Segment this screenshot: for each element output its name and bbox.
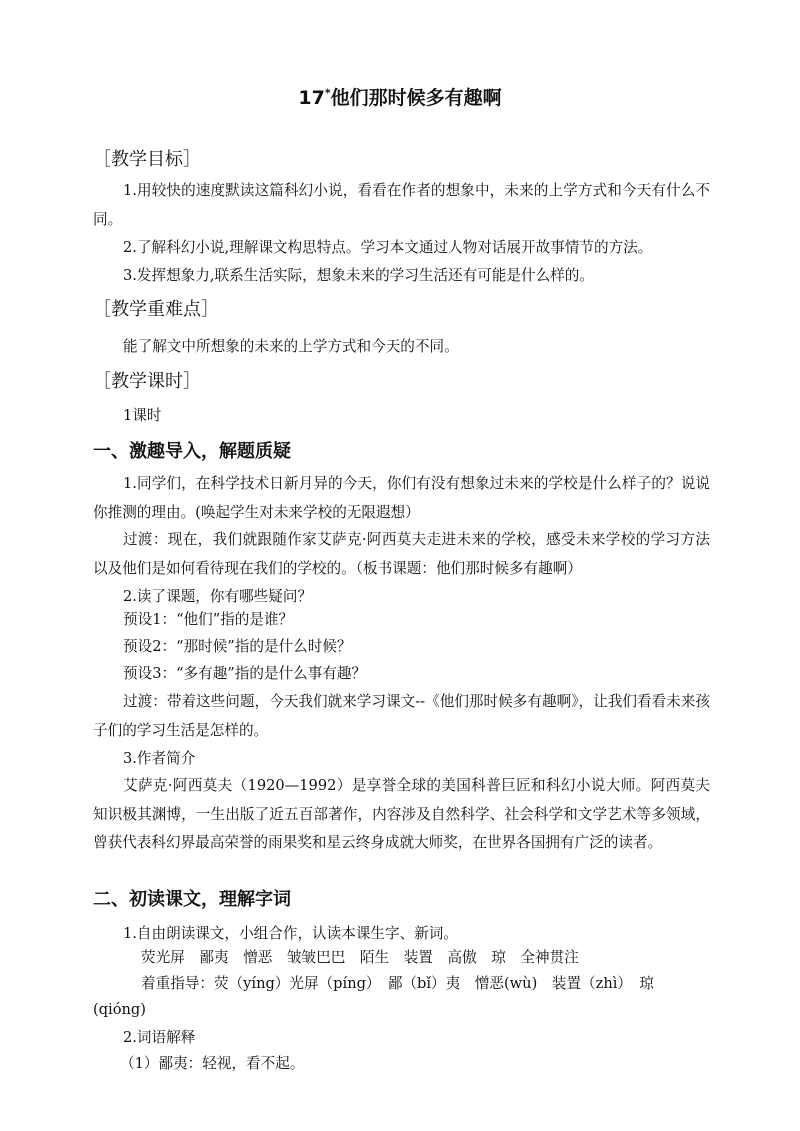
lesson-number: 17 — [298, 87, 325, 109]
author-heading: 3.作者简介 — [123, 750, 196, 767]
key-points-heading: ［教学重难点］ — [93, 299, 219, 320]
author-intro: 艾萨克·阿西莫夫（1920—1992）是享誉全球的美国科普巨匠和科幻小说大师。阿西莫夫知识极其渊博，一生出版了近五百部著作，内容涉及自然科学、社会科学和文学艺术等多领域，曾获代表科幻界最高荣誉的雨果奖和星云终身成就大师奖，在世界各国拥有广泛的读者。 — [93, 777, 710, 851]
pronunciation-guide-cont: (qióng) — [93, 1001, 146, 1018]
section-2-para-1: 1.自由朗读课文，小组合作，认读本课生字、新词。 — [123, 925, 458, 942]
key-points-text: 能了解文中所想象的未来的上学方式和今天的不同。 — [123, 338, 459, 355]
section-1-transition-1: 过渡：现在，我们就跟随作家艾萨克·阿西莫夫走进未来的学校，感受未来学校的学习方法以及他们是如何看待现在我们的学校的。（板书课题：他们那时候多有趣啊） — [93, 531, 710, 577]
lesson-title — [0, 86, 800, 110]
periods-text: 1课时 — [123, 407, 162, 424]
lesson-title-text: 他们那时候多有趣啊 — [330, 87, 502, 109]
preset-3: 预设3：“多有趣”指的是什么事有趣？ — [123, 665, 367, 682]
section-1-para-2: 2.读了课题，你有哪些疑问？ — [123, 588, 313, 605]
lesson-mark: * — [324, 86, 331, 100]
objective-3: 3.发挥想象力,联系生活实际，想象未来的学习生活还有可能是什么样的。 — [123, 267, 594, 284]
section-2-heading: 二、初读课文，理解字词 — [93, 889, 291, 910]
section-2-para-2: 2.词语解释 — [123, 1029, 196, 1046]
objectives-heading: ［教学目标］ — [93, 149, 201, 170]
preset-1: 预设1：“他们”指的是谁？ — [123, 611, 294, 628]
section-1-heading: 一、激趣导入，解题质疑 — [93, 441, 291, 462]
preset-2: 预设2：“那时候”指的是什么时候？ — [123, 638, 352, 655]
objective-1: 1.用较快的速度默读这篇科幻小说，看看在作者的想象中，未来的上学方式和今天有什么不同。 — [93, 182, 710, 228]
section-1-transition-2: 过渡：带着这些问题，今天我们就来学习课文--《他们那时候多有趣啊》，让我们看看未来孩子们的学习生活是怎样的。 — [93, 693, 710, 739]
objective-2: 2.了解科幻小说,理解课文构思特点。学习本文通过人物对话展开故事情节的方法。 — [123, 239, 653, 256]
vocab-list: 荧光屏 鄙夷 憎恶 皱皱巴巴 陌生 装置 高傲 琼 全神贯注 — [141, 949, 579, 966]
word-explanation-1: （1）鄙夷：轻视，看不起。 — [120, 1055, 305, 1072]
periods-heading: ［教学课时］ — [93, 371, 201, 392]
pronunciation-guide: 着重指导：荧（yíng）光屏（píng） 鄙（bǐ）夷 憎恶(wù) 装置（zhì） 琼 — [141, 975, 654, 992]
section-1-para-1: 1.同学们，在科学技术日新月异的今天，你们有没有想象过未来的学校是什么样子的？说说你推测的理由。(唤起学生对未来学校的无限遐想） — [93, 475, 710, 521]
